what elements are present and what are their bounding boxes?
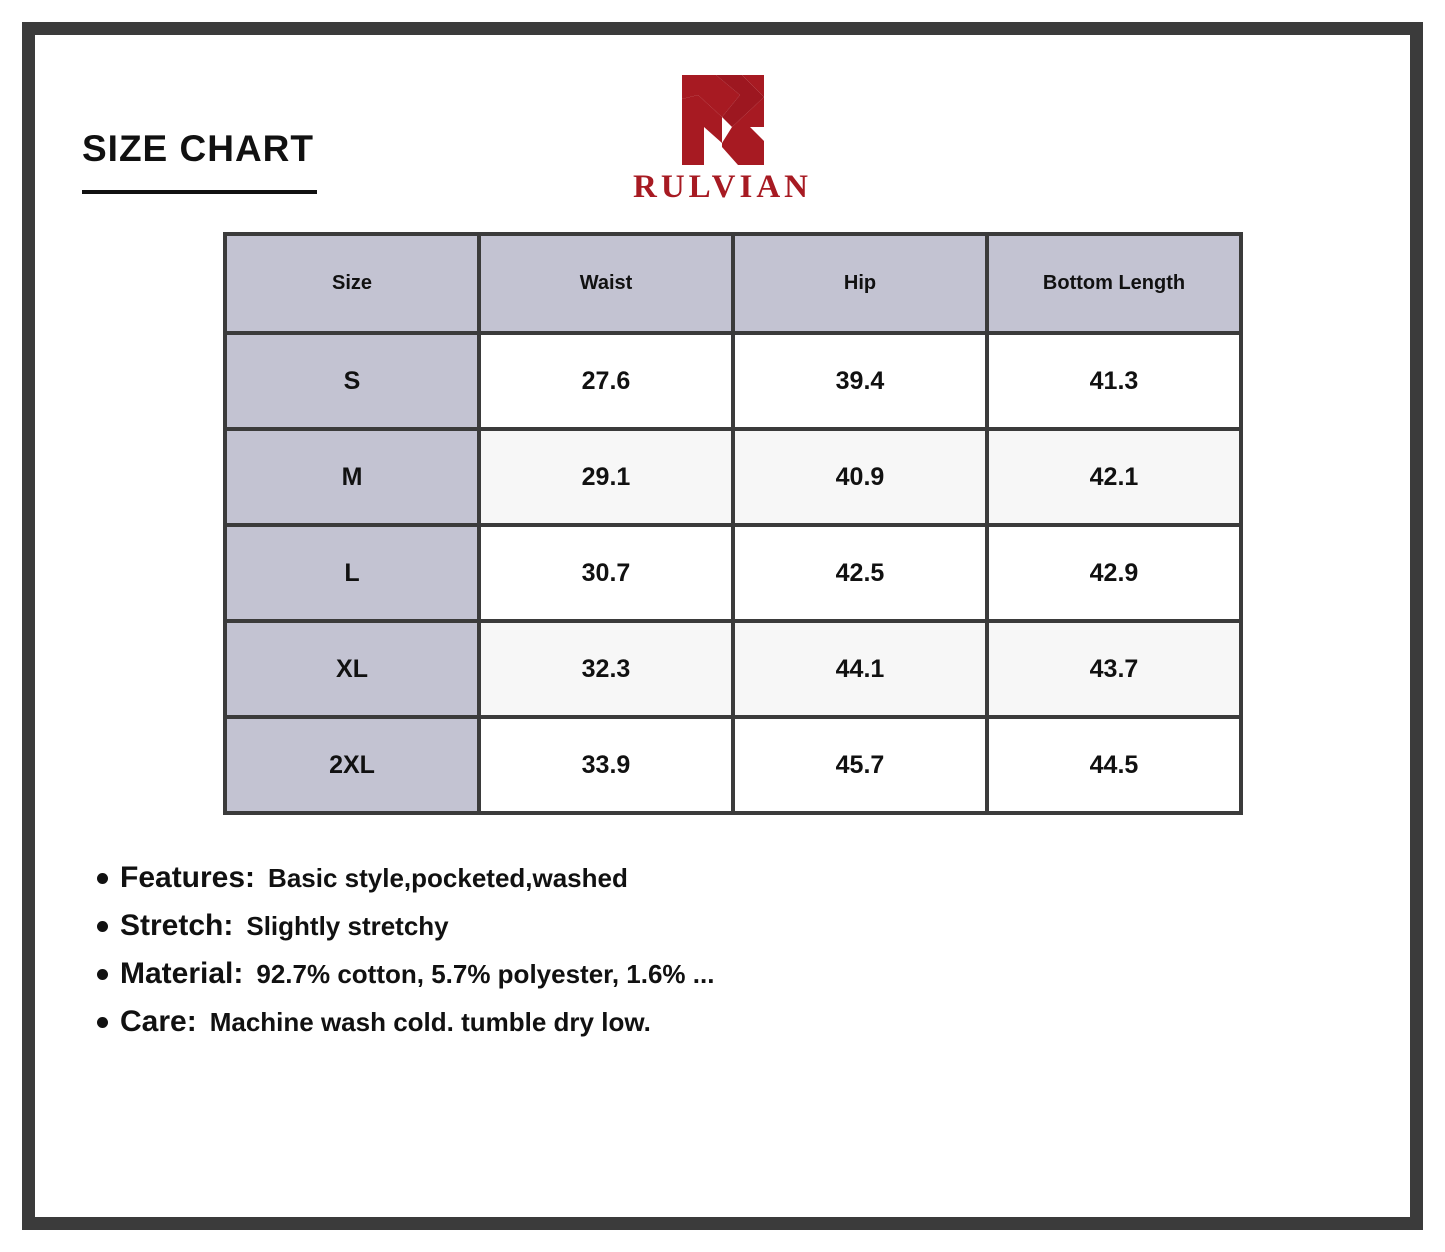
cell-bottom-length: 44.5 (989, 719, 1239, 811)
bullet-icon (97, 873, 108, 884)
table-header (227, 236, 1239, 331)
bullet-icon (97, 921, 108, 932)
spec-value: Basic style,pocketed,washed (268, 863, 628, 893)
spec-value: 92.7% cotton, 5.7% polyester, 1.6% ... (256, 959, 715, 989)
cell-waist: 29.1 (481, 431, 731, 523)
table-row (227, 431, 1239, 523)
column-header-hip: Hip (735, 236, 985, 331)
column-header-bottom-length: Bottom Length (989, 236, 1239, 331)
list-item (97, 957, 1347, 991)
cell-waist: 32.3 (481, 623, 731, 715)
table-row (227, 527, 1239, 619)
table-header-row (227, 236, 1239, 331)
page-title: SIZE CHART (82, 128, 314, 169)
cell-size: XL (227, 623, 477, 715)
cell-bottom-length: 42.1 (989, 431, 1239, 523)
table-row (227, 335, 1239, 427)
cell-hip: 44.1 (735, 623, 985, 715)
page-border (22, 22, 1423, 1230)
spec-label: Material: (120, 957, 244, 990)
spec-label: Features: (120, 861, 256, 894)
cell-hip: 39.4 (735, 335, 985, 427)
cell-size: S (227, 335, 477, 427)
size-table (223, 232, 1243, 815)
list-item (97, 909, 1347, 943)
product-details-list (97, 861, 1347, 1053)
cell-size: 2XL (227, 719, 477, 811)
rulvian-r-logo-icon (664, 65, 782, 165)
table-row (227, 623, 1239, 715)
table-row (227, 719, 1239, 811)
size-table-wrapper (223, 232, 1243, 815)
cell-hip: 45.7 (735, 719, 985, 811)
spec-value: Slightly stretchy (246, 911, 449, 941)
column-header-waist: Waist (481, 236, 731, 331)
brand-name: RULVIAN (633, 169, 812, 205)
spec-label: Care: (120, 1005, 197, 1038)
list-item (97, 861, 1347, 895)
page-content (35, 35, 1410, 1217)
spec-value: Machine wash cold. tumble dry low. (209, 1007, 651, 1037)
cell-hip: 42.5 (735, 527, 985, 619)
bullet-icon (97, 969, 108, 980)
list-item (97, 1005, 1347, 1039)
brand-block (35, 65, 1410, 206)
bullet-icon (97, 1017, 108, 1028)
cell-waist: 27.6 (481, 335, 731, 427)
cell-size: L (227, 527, 477, 619)
cell-hip: 40.9 (735, 431, 985, 523)
cell-waist: 30.7 (481, 527, 731, 619)
spec-label: Stretch: (120, 909, 234, 942)
column-header-size: Size (227, 236, 477, 331)
cell-bottom-length: 43.7 (989, 623, 1239, 715)
cell-bottom-length: 41.3 (989, 335, 1239, 427)
cell-size: M (227, 431, 477, 523)
cell-bottom-length: 42.9 (989, 527, 1239, 619)
cell-waist: 33.9 (481, 719, 731, 811)
table-body (227, 335, 1239, 811)
